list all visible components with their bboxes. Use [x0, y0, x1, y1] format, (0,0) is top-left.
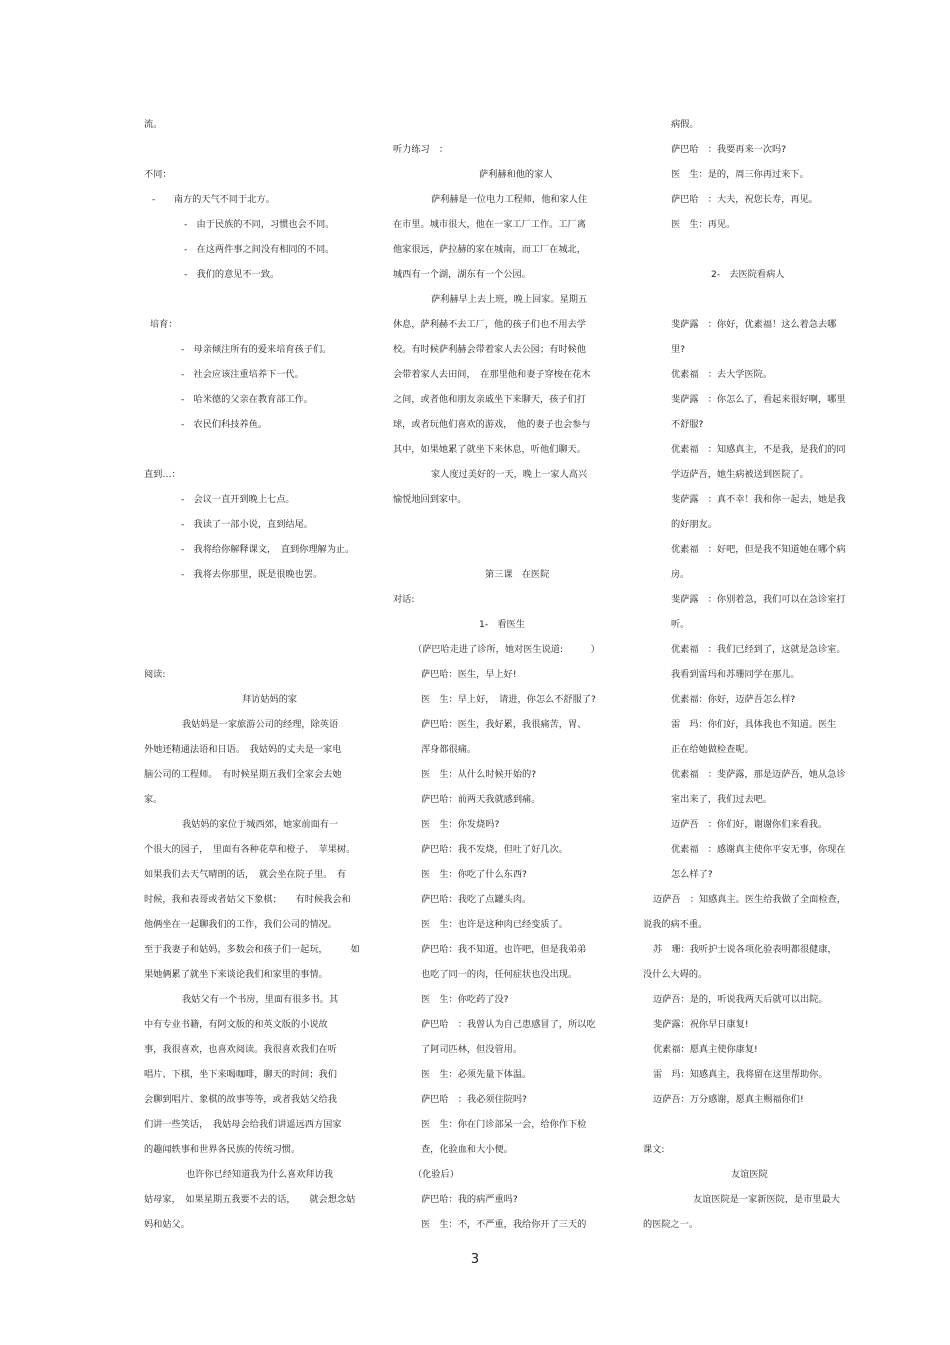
text-line: 医 生：你吃了什么东西? [421, 869, 527, 880]
text-line: 家。 [144, 794, 163, 805]
text-line: 斐萨露 ：真不幸！我和你一起去，她是我 [671, 494, 846, 505]
text-line: 优素福 ：斐萨露，那是迈萨吾，她从急诊 [671, 769, 846, 780]
text-line: 校。有时候萨利赫会带着家人去公园；有时候他 [393, 344, 586, 355]
text-line: 其中，如果她累了就坐下来休息，听他们聊天。 [393, 444, 586, 455]
text-line: 雷 玛：知感真主，我将留在这里帮助你。 [653, 1069, 828, 1080]
text-line: 姑母家， 如果星期五我要不去的话， 就会想念姑 [144, 1194, 356, 1205]
text-line: 医 生：再见。 [671, 219, 736, 230]
text-line: 也吃了同一的肉，任何症状也没出现。 [421, 969, 578, 980]
text-line: 听。 [671, 619, 690, 630]
text-line: - 我将给你解释课文， 直到你理解为止。 [181, 544, 355, 555]
text-line: 萨利赫早上去上班，晚上回家。星期五 [431, 294, 588, 305]
text-line: 脑公司的工程师。 有时候星期五我们全家会去她 [144, 769, 342, 780]
text-line: 苏 珊：我听护士说各项化验表明都很健康， [653, 944, 837, 955]
text-line: 医 生：早上好， 请进，你怎么不舒服了? [421, 694, 596, 705]
text-line: 在市里。城市很大，他在一家工厂工作。工厂离 [393, 219, 586, 230]
middle-column [393, 112, 623, 1237]
text-line: 说我的病不重。 [643, 919, 708, 930]
text-line [144, 437, 366, 462]
text-line: 正在给她做检查呢。 [671, 744, 754, 755]
text-line [643, 237, 853, 262]
text-line: 医 生：你在门诊部呆一会，给你作下检 [421, 1119, 587, 1130]
text-line: 优素福：你好，迈萨吾怎么样? [671, 694, 796, 705]
text-line: 医 生：是的，周三你再过来下。 [671, 169, 809, 180]
text-line: 斐萨露：祝你早日康复! [653, 1019, 749, 1030]
text-line [144, 137, 366, 162]
text-line: - 由于民族的不同，习惯也会不同。 [184, 219, 335, 230]
text-line: 球，或者玩他们喜欢的游戏， 他的妻子也会参与 [393, 419, 591, 430]
text-line: 了阿司匹林，但没管用。 [421, 1044, 523, 1055]
text-line: 听力练习 ： [393, 144, 449, 155]
text-line: 萨巴哈：我不发烧，但吐了好几次。 [421, 844, 568, 855]
text-line: - 农民们科技养鱼。 [181, 419, 268, 430]
text-line: 会聊到唱片、象棋的故事等等，或者我姑父给我 [144, 1094, 337, 1105]
text-line: 优素福 ：我们已经到了，这就是急诊室。 [671, 644, 846, 655]
text-line: 家人度过美好的一天，晚上一家人高兴 [431, 469, 588, 480]
text-line: 萨巴哈 ：我曾认为自己患感冒了，所以吃 [421, 1019, 596, 1030]
text-line: 会带着家人去田间， 在那里他和妻子穿梭在花木 [393, 369, 591, 380]
text-line [144, 637, 366, 662]
text-line: 妈和姑父。 [144, 1219, 190, 1230]
text-line: 医 生：你发烧吗? [421, 819, 500, 830]
text-line: 萨巴哈：医生，早上好! [421, 669, 517, 680]
text-line: 房。 [671, 569, 690, 580]
text-line: - 南方的天气不同于北方。 [152, 194, 275, 205]
left-column [144, 112, 366, 1237]
text-line: 如果我们去天气晴朗的话， 就会坐在院子里。 有 [144, 869, 347, 880]
text-line: 我姑父有一个书房，里面有很多书。其 [182, 994, 339, 1005]
text-line: 医 生：不，不严重，我给你开了三天的 [421, 1219, 587, 1230]
text-line: 没什么大碍的。 [643, 969, 708, 980]
text-line: 我姑妈的家位于城西郊，她家前面有一 [182, 819, 339, 830]
page-number: 3 [470, 1252, 480, 1267]
text-line: - 母亲倾注所有的爱来培育孩子们。 [181, 344, 332, 355]
text-line: 萨巴哈：我不知道，也许吧，但是我弟弟 [421, 944, 587, 955]
text-line: 萨利赫和他的家人 [479, 169, 553, 180]
text-line: 迈萨吾：万分感谢，愿真主赐福你们! [653, 1094, 804, 1105]
text-line: - 我们的意见不一致。 [184, 269, 280, 280]
text-line: 浑身都很痛。 [421, 744, 477, 755]
text-line: 友谊医院 [731, 1169, 768, 1180]
text-line: 里? [671, 344, 686, 355]
text-line: 优素福 ：去大学医院。 [671, 369, 773, 380]
text-line: 雷 玛：你们好，具体我也不知道。医生 [671, 719, 837, 730]
text-line: 他家很远，萨拉赫的家在城南，而工厂在城北， [393, 244, 586, 255]
text-line: 们讲一些笑话， 我姑母会给我们讲遥远西方国家 [144, 1119, 342, 1130]
text-line: 室出来了，我们过去吧。 [671, 794, 773, 805]
text-line: 之间，或者他和朋友亲戚坐下来聊天，孩子们打 [393, 394, 586, 405]
text-line: 病假。 [671, 119, 699, 130]
text-line: 医 生：也许是这种肉已经变质了。 [421, 919, 568, 930]
text-line: 医 生：你吃药了没? [421, 994, 509, 1005]
text-line: 我姑妈是一家旅游公司的经理，除英语 [182, 719, 339, 730]
text-line: 查，化验血和大小便。 [421, 1144, 513, 1155]
text-line [144, 587, 366, 612]
text-line: 优素福 ：知感真主，不是我，是我们的同 [671, 444, 846, 455]
text-line: 也许你已经知道我为什么喜欢拜访我 [186, 1169, 333, 1180]
text-line: - 我读了一部小说，直到结尾。 [181, 519, 313, 530]
text-line [144, 612, 366, 637]
text-line [393, 112, 623, 137]
text-line: 迈萨吾 ：你们好，谢谢你们来看我。 [671, 819, 828, 830]
text-line: 优素福：愿真主使你康复! [653, 1044, 758, 1055]
text-line: - 在这两件事之间没有相同的不同。 [184, 244, 335, 255]
text-line: 医 生：必须先量下体温。 [421, 1069, 532, 1080]
text-line: 对话: [393, 594, 415, 605]
text-line: 迈萨吾：是的，听说我两天后就可以出院。 [653, 994, 828, 1005]
text-line: 拜访姑妈的家 [242, 694, 298, 705]
text-line: 萨利赫是一位电力工程师，他和家人住 [431, 194, 588, 205]
text-line [393, 537, 623, 562]
text-line: 医 生：从什么时候开始的? [421, 769, 537, 780]
text-line: 学迈萨吾，她生病被送到医院了。 [671, 469, 809, 480]
text-line: 的好朋友。 [671, 519, 717, 530]
text-line: 不同： [144, 169, 172, 180]
text-line: - 社会应该注重培养下一代。 [181, 369, 304, 380]
text-line: 时候，我和表哥或者姑父下象棋； 有时候我会和 [144, 894, 351, 905]
text-line: 优素福 ：好吧，但是我不知道她在哪个病 [671, 544, 846, 555]
text-line: 萨巴哈：我的病严重吗? [421, 1194, 518, 1205]
text-line: - 我将去你那里，既是很晚也罢。 [181, 569, 323, 580]
text-line: 萨巴哈：前两天我就感到痛。 [421, 794, 541, 805]
text-line [144, 287, 366, 312]
right-column [643, 112, 853, 1237]
text-line: 友谊医院是一家新医院，是市里最大 [693, 1194, 840, 1205]
text-line: - 会议一直开到晚上七点。 [181, 494, 295, 505]
text-line: 中有专业书籍，有阿文版的和英文版的小说故 [144, 1019, 328, 1030]
text-line: 萨巴哈：我吃了点罐头肉。 [421, 894, 532, 905]
text-line: 萨巴哈 ：我必须住院吗? [421, 1094, 527, 1105]
text-line: 斐萨露 ：你别着急，我们可以在急诊室打 [671, 594, 846, 605]
text-line: 课文: [643, 1144, 665, 1155]
text-line: 怎么样了? [671, 869, 713, 880]
text-line: 个很大的园子， 里面有各种花草和橙子、 苹果树。 [144, 844, 356, 855]
text-line: （萨巴哈走进了诊所，她对医生说道: ） [413, 644, 600, 655]
text-line: 第三课 在医院 [485, 569, 550, 580]
text-line: 萨巴哈 ：我要再来一次吗? [671, 144, 787, 155]
text-line: 事，我很喜欢，也喜欢阅读。我很喜欢我们在听 [144, 1044, 337, 1055]
text-line: 唱片、下棋，坐下来喝咖啡，聊天的时间；我们 [144, 1069, 337, 1080]
text-line: 1- 看医生 [479, 619, 525, 630]
text-line: 萨巴哈 ：大夫，祝您长寿，再见。 [671, 194, 818, 205]
text-line: 斐萨露 ：你好，优素福！这么着急去哪 [671, 319, 837, 330]
text-line: 果她俩累了就坐下来谈论我们和家里的事情。 [144, 969, 328, 980]
text-line: 的医院之一。 [643, 1219, 699, 1230]
text-line: 流。 [144, 119, 163, 130]
text-line: 直到…： [144, 469, 181, 480]
text-line: 萨巴哈：医生，我好累，我很痛苦，胃、 [421, 719, 587, 730]
text-line [643, 1112, 853, 1137]
text-line: 愉悦地回到家中。 [393, 494, 467, 505]
text-line: 休息，萨利赫不去工厂，他的孩子们也不用去学 [393, 319, 586, 330]
text-line: 我看到雷玛和苏珊同学在那儿。 [671, 669, 800, 680]
text-line: 的趣闻轶事和世界各民族的传统习惯。 [144, 1144, 301, 1155]
text-line: 外她还精通法语和日语。 我姑妈的丈夫是一家电 [144, 744, 342, 755]
text-line: 迈萨吾 ：知感真主。医生给我做了全面检查， [653, 894, 846, 905]
text-line: 阅读: [144, 669, 166, 680]
text-line: （化验后） [413, 1169, 459, 1180]
text-line: 培育： [150, 319, 178, 330]
text-line: 不舒服? [671, 419, 704, 430]
text-line: 2- 去医院看病人 [711, 269, 785, 280]
text-line [393, 512, 623, 537]
text-line: 至于我妻子和姑妈，多数会和孩子们一起玩， 如 [144, 944, 360, 955]
text-line [643, 287, 853, 312]
text-line: 斐萨露 ：你怎么了，看起来很好啊，哪里 [671, 394, 846, 405]
text-line: 他俩坐在一起聊我们的工作，我们公司的情况。 [144, 919, 337, 930]
text-line: - 哈米德的父亲在教育部工作。 [181, 394, 313, 405]
text-line: 优素福 ：感谢真主使你平安无事，你现在 [671, 844, 846, 855]
text-line: 城西有一个湖，湖东有一个公园。 [393, 269, 531, 280]
